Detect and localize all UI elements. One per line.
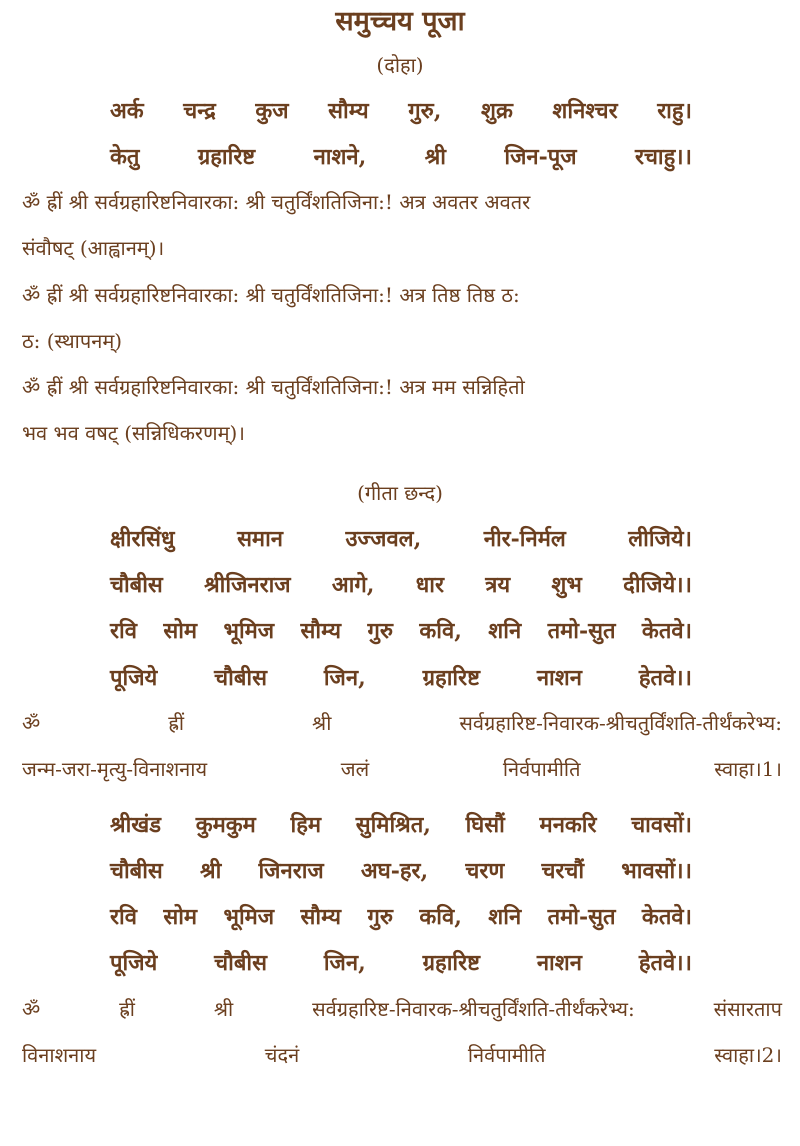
stanza-line xyxy=(110,567,692,603)
word: क्षीरसिंधु xyxy=(110,526,175,552)
invocation-line: ॐ ह्रीं श्री सर्वग्रहारिष्टनिवारका: श्री चतुर्विंशतिजिना:! अत्र अवतर अवतर xyxy=(22,190,531,214)
word: जिन, xyxy=(323,950,366,976)
word: जिनराज xyxy=(258,858,324,884)
word: दीजिये।। xyxy=(623,572,692,598)
word: चौबीस xyxy=(110,572,163,598)
word: जिन, xyxy=(323,665,366,691)
invocation-line: ॐ ह्रीं श्री सर्वग्रहारिष्टनिवारका: श्री चतुर्विंशतिजिना:! अत्र मम सन्निहितो xyxy=(22,375,525,399)
invocation-line: संवौषट् (आह्वानम्)। xyxy=(22,236,165,260)
word: निर्वपामीति xyxy=(502,757,581,781)
word: चन्द्र xyxy=(183,98,216,124)
word: गुरु xyxy=(367,618,393,644)
word: चावसों। xyxy=(631,812,692,838)
invocation-line: ॐ ह्रीं श्री सर्वग्रहारिष्टनिवारका: श्री चतुर्विंशतिजिना:! अत्र तिष्ठ तिष्ठ ठ: xyxy=(22,283,520,307)
word: ॐ xyxy=(22,997,41,1021)
word: स्वाहा।2। xyxy=(714,1043,782,1067)
word: नाशन xyxy=(536,950,582,976)
word: श्री xyxy=(200,858,222,884)
word: संसारताप xyxy=(713,997,782,1021)
word: जलं xyxy=(340,757,370,781)
word: सौम्य xyxy=(328,98,369,124)
word: श्री xyxy=(213,997,234,1021)
word: सौम्य xyxy=(300,904,342,930)
word: त्रय xyxy=(485,572,511,598)
word: श्रीजिनराज xyxy=(204,572,291,598)
word: निर्वपामीति xyxy=(467,1043,546,1067)
word: अर्क xyxy=(110,98,144,124)
stanza-line xyxy=(110,853,692,889)
stanza-line xyxy=(110,899,692,935)
word: सोम xyxy=(163,618,198,644)
word: कुज xyxy=(255,98,289,124)
word: जिन-पूज xyxy=(504,144,577,170)
word: चंदनं xyxy=(264,1043,300,1067)
word: कुमकुम xyxy=(195,812,256,838)
word: चौबीस xyxy=(214,950,267,976)
word: चौबीस xyxy=(110,858,163,884)
word: केतवे। xyxy=(641,618,692,644)
word: लीजिये। xyxy=(628,526,692,552)
word: श्री xyxy=(312,711,332,735)
word: शनि xyxy=(488,904,522,930)
doha-line xyxy=(110,139,692,175)
word: शनि xyxy=(488,618,522,644)
word: नाशने, xyxy=(313,144,367,170)
word: केतवे। xyxy=(641,904,692,930)
word: सुमिश्रित, xyxy=(355,812,431,838)
word: हेतवे।। xyxy=(638,665,692,691)
mantra-line xyxy=(22,706,782,740)
word: कवि, xyxy=(419,618,462,644)
invocation-line: ठ: (स्थापनम्) xyxy=(22,329,123,353)
word: गुरु, xyxy=(408,98,442,124)
word: हिम xyxy=(290,812,322,838)
word: ग्रहारिष्ट xyxy=(422,665,480,691)
word: सौम्य xyxy=(300,618,342,644)
word: विनाशनाय xyxy=(22,1043,97,1067)
word: तमो-सुत xyxy=(547,904,616,930)
word: नीर-निर्मल xyxy=(483,526,566,552)
word: श्री xyxy=(424,144,446,170)
mantra-line xyxy=(22,1038,782,1072)
word: ग्रहारिष्ट xyxy=(197,144,256,170)
stanza-line xyxy=(110,613,692,649)
word: सर्वग्रहारिष्ट-निवारक-श्रीचतुर्विंशति-तीर्थंकरेभ्य: xyxy=(312,997,635,1021)
word: भूमिज xyxy=(223,904,275,930)
word: शुभ xyxy=(551,572,582,598)
word: उज्जवल, xyxy=(345,526,422,552)
word: श्रीखंड xyxy=(110,812,162,838)
word: ॐ xyxy=(22,711,41,735)
word: पूजिये xyxy=(110,665,158,691)
mantra-line xyxy=(22,992,782,1026)
word: चरण xyxy=(465,858,505,884)
word: रवि xyxy=(110,904,137,930)
word: रचाहु।। xyxy=(634,144,692,170)
word: आगे, xyxy=(331,572,375,598)
word: चरचौं xyxy=(541,858,585,884)
geeta-heading: (गीता छन्द) xyxy=(357,481,443,505)
word: कवि, xyxy=(419,904,462,930)
word: जन्म-जरा-मृत्यु-विनाशनाय xyxy=(22,757,208,781)
word: सर्वग्रहारिष्ट-निवारक-श्रीचतुर्विंशति-तीर्थंकरेभ्य: xyxy=(459,711,782,735)
word: गुरु xyxy=(367,904,393,930)
word: मनकरि xyxy=(539,812,597,838)
word: पूजिये xyxy=(110,950,158,976)
word: समान xyxy=(237,526,283,552)
word: तमो-सुत xyxy=(547,618,616,644)
stanza-line xyxy=(110,807,692,843)
word: भावसों।। xyxy=(621,858,692,884)
doha-line xyxy=(110,93,692,129)
word: ह्रीं xyxy=(168,711,185,735)
word: धार xyxy=(415,572,444,598)
invocation-line: भव भव वषट् (सन्निधिकरणम्)। xyxy=(22,421,245,445)
word: अघ-हर, xyxy=(360,858,429,884)
word: भूमिज xyxy=(223,618,275,644)
word: हेतवे।। xyxy=(638,950,692,976)
word: चौबीस xyxy=(214,665,267,691)
word: रवि xyxy=(110,618,137,644)
word: केतु xyxy=(110,144,140,170)
word: स्वाहा।1। xyxy=(714,757,782,781)
word: ग्रहारिष्ट xyxy=(422,950,480,976)
word: राहु। xyxy=(657,98,692,124)
word: सोम xyxy=(163,904,198,930)
word: घिसौं xyxy=(465,812,505,838)
page-title: समुच्चय पूजा xyxy=(335,6,465,37)
stanza-line xyxy=(110,521,692,557)
word: शुक्र xyxy=(480,98,513,124)
word: नाशन xyxy=(536,665,582,691)
stanza-line xyxy=(110,945,692,981)
word: शनिश्चर xyxy=(552,98,618,124)
word: ह्रीं xyxy=(119,997,135,1021)
mantra-line xyxy=(22,752,782,786)
stanza-line xyxy=(110,660,692,696)
doha-heading: (दोहा) xyxy=(376,53,424,77)
